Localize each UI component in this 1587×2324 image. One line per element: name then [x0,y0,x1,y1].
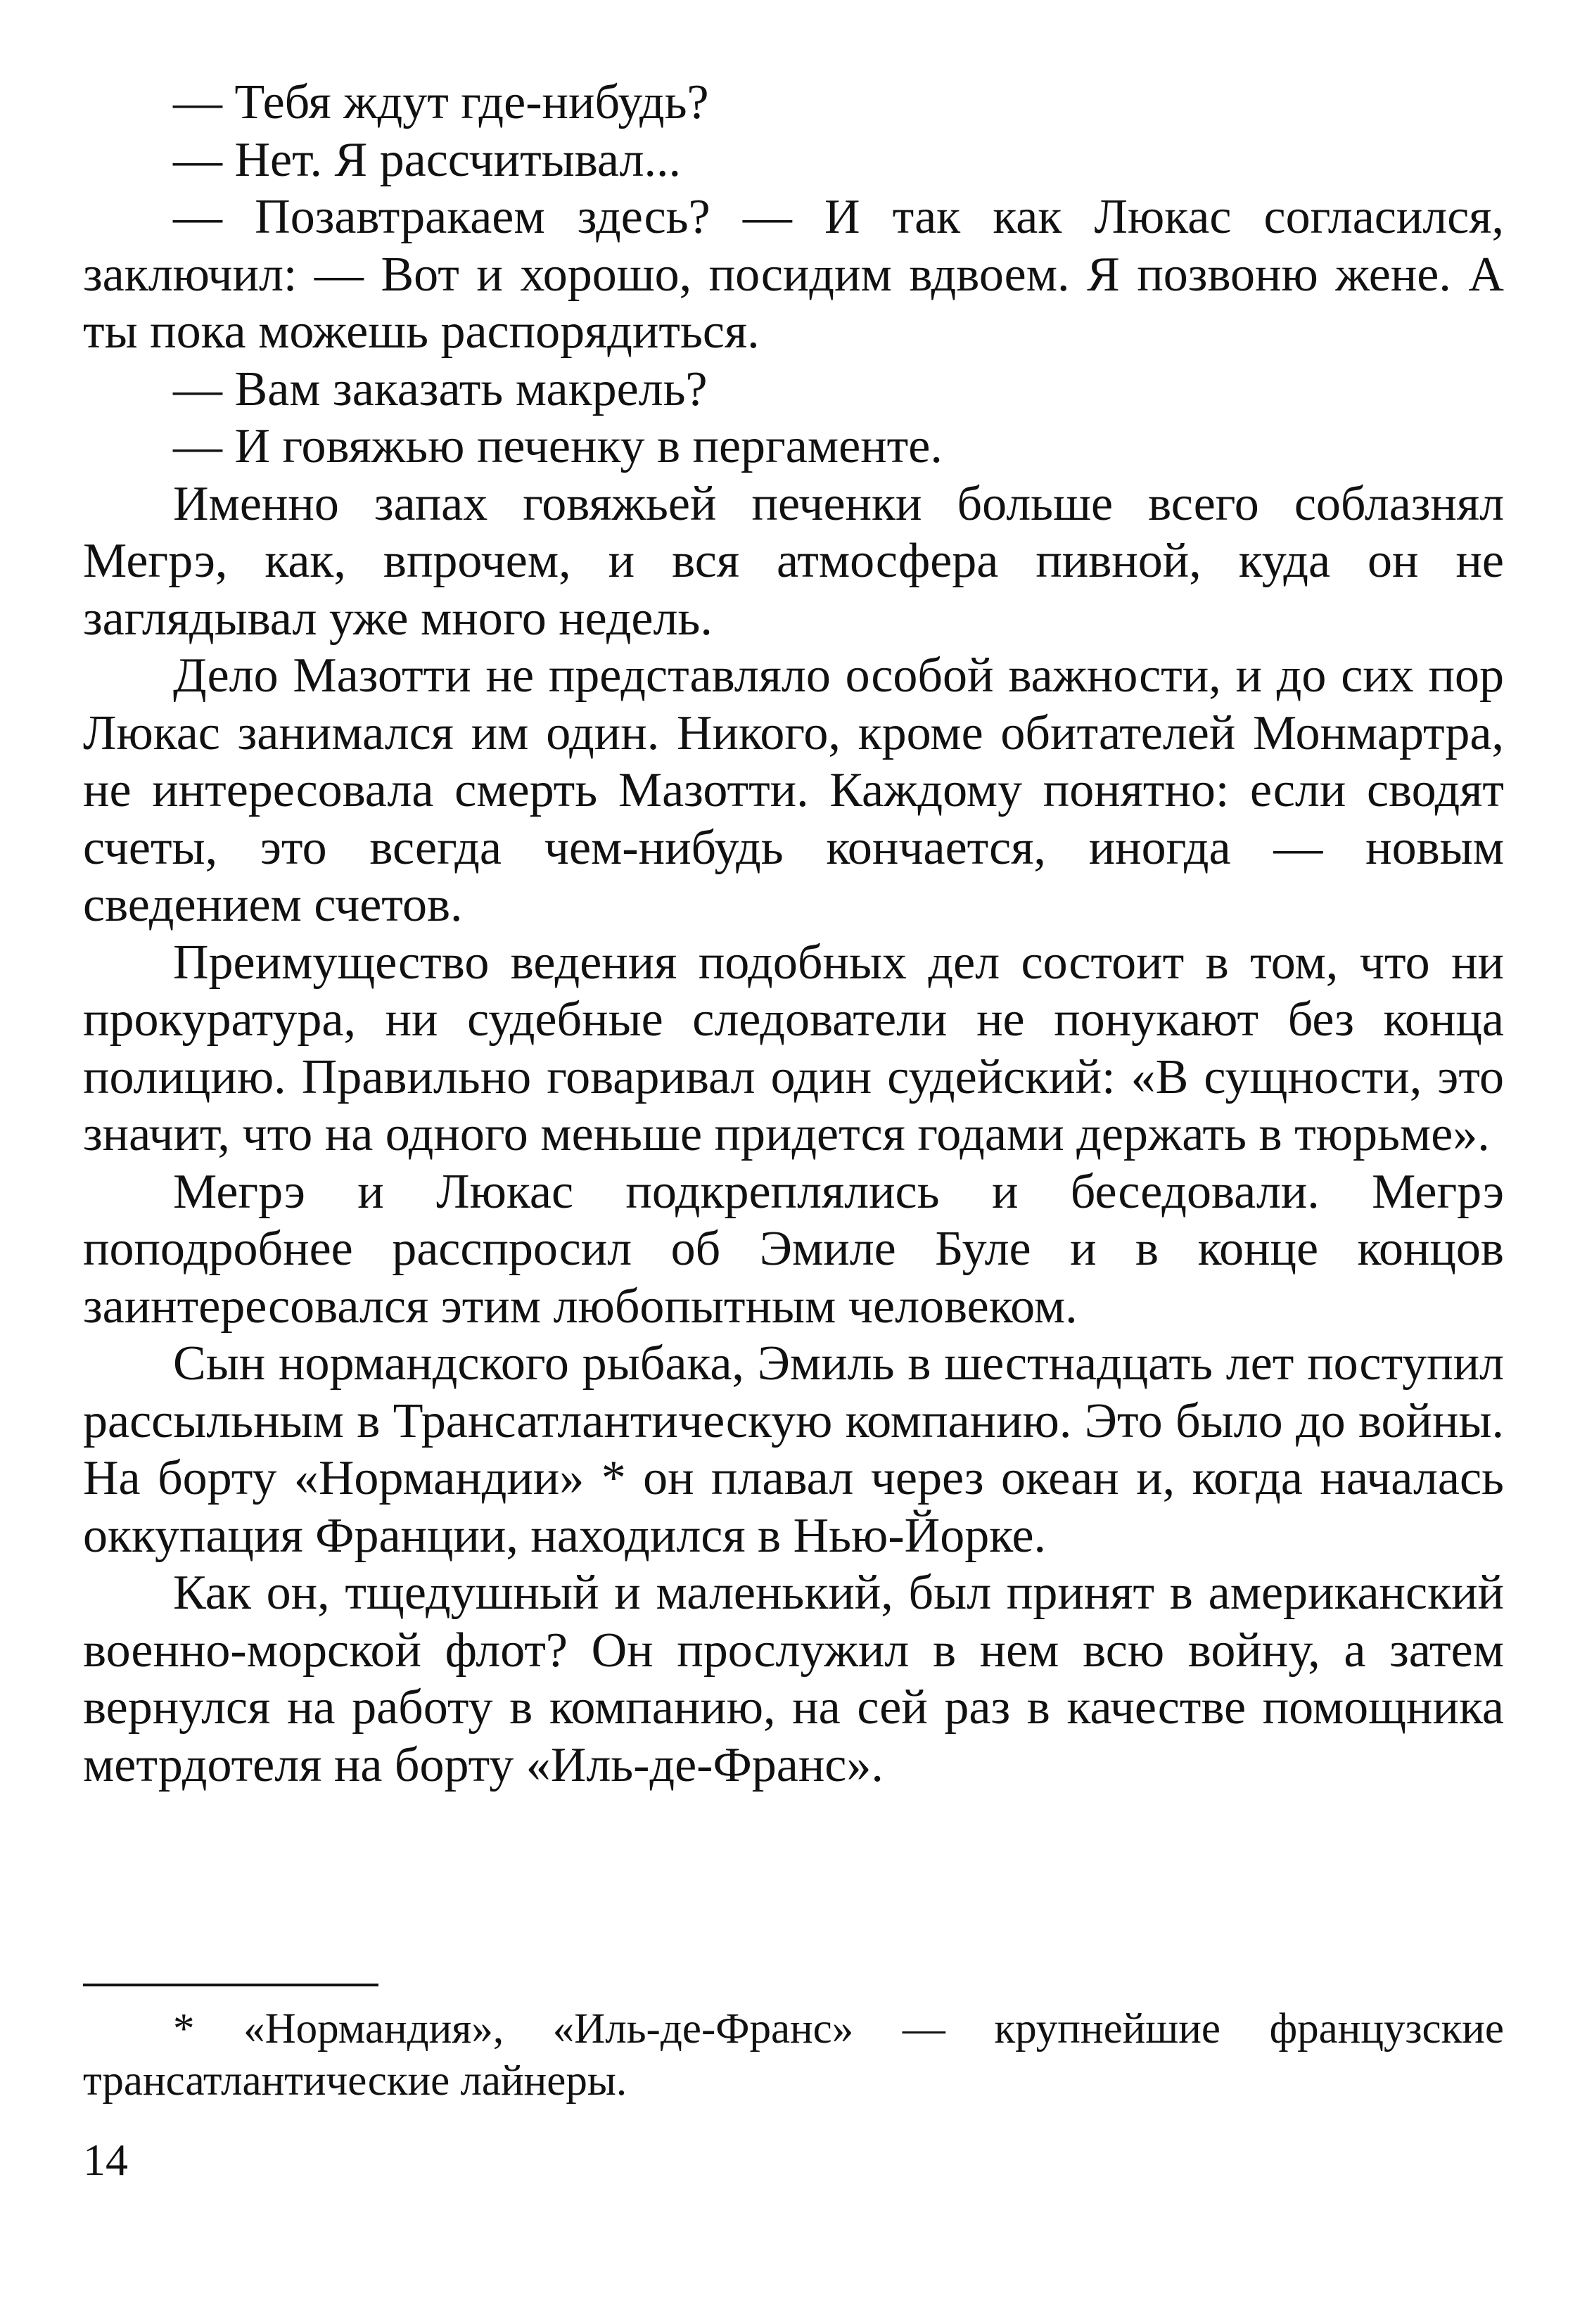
main-text [83,74,1504,1794]
dialogue-line-1: — Тебя ждут где-нибудь? [173,75,709,129]
paragraph-lunch: Мегрэ и Люкас подкреплялись и беседовали. Мегрэ поподробнее расспросил об Эмиле Буле и в конце концов заинтересовался этим любопытным человеком. [83,1164,1504,1334]
dialogue-line-5: — И говяжью печенку в пергаменте. [173,419,943,473]
footnote: * «Нормандия», «Иль-де-Франс» — крупнейшие французские трансатлантические лайнеры. [83,2005,1504,2105]
dialogue-line-3: — Позавтракаем здесь? — И так как Люкас согласился, заключил: — Вот и хорошо, посидим вдвоем. Я позвоню жене. А ты пока можешь распорядиться. [83,190,1504,359]
paragraph-advantage: Преимущество ведения подобных дел состоит в том, что ни прокуратура, ни судебные следователи не понукают без конца полицию. Правильно говаривал один судейский: «В сущности, это значит, что на одного меньше придется годами держать в тюрьме». [83,935,1504,1161]
dialogue-line-2: — Нет. Я рассчитывал... [173,132,681,187]
paragraph-liver-smell: Именно запах говяжьей печенки больше всего соблазнял Мегрэ, как, впрочем, и вся атмосфера пивной, куда он не заглядывал уже много недель. [83,476,1504,646]
paragraph-navy: Как он, тщедушный и маленький, был принят в американский военно-морской флот? Он прослужил в нем всю войну, а затем вернулся на работу в компанию, на сей раз в качестве помощника метрдотеля на борту «Иль-де-Франс». [83,1566,1504,1792]
footnote-divider [83,1984,378,1986]
paragraph-emile-bio: Сын нормандского рыбака, Эмиль в шестнадцать лет поступил рассыльным в Трансатлантическую компанию. Это было до войны. На борту «Нормандии» * он плавал через океан и, когда началась оккупация Франции, находился в Нью-Йорке. [83,1336,1504,1563]
paragraph-mazotti-case: Дело Мазотти не представляло особой важности, и до сих пор Люкас занимался им один. Никого, кроме обитателей Монмартра, не интересовала смерть Мазотти. Каждому понятно: если сводят счеты, это всегда чем-нибудь кончается, иногда — новым сведением счетов. [83,649,1504,932]
page-number: 14 [83,2135,128,2185]
dialogue-line-4: — Вам заказать макрель? [173,362,708,416]
page-body [83,74,1504,1794]
